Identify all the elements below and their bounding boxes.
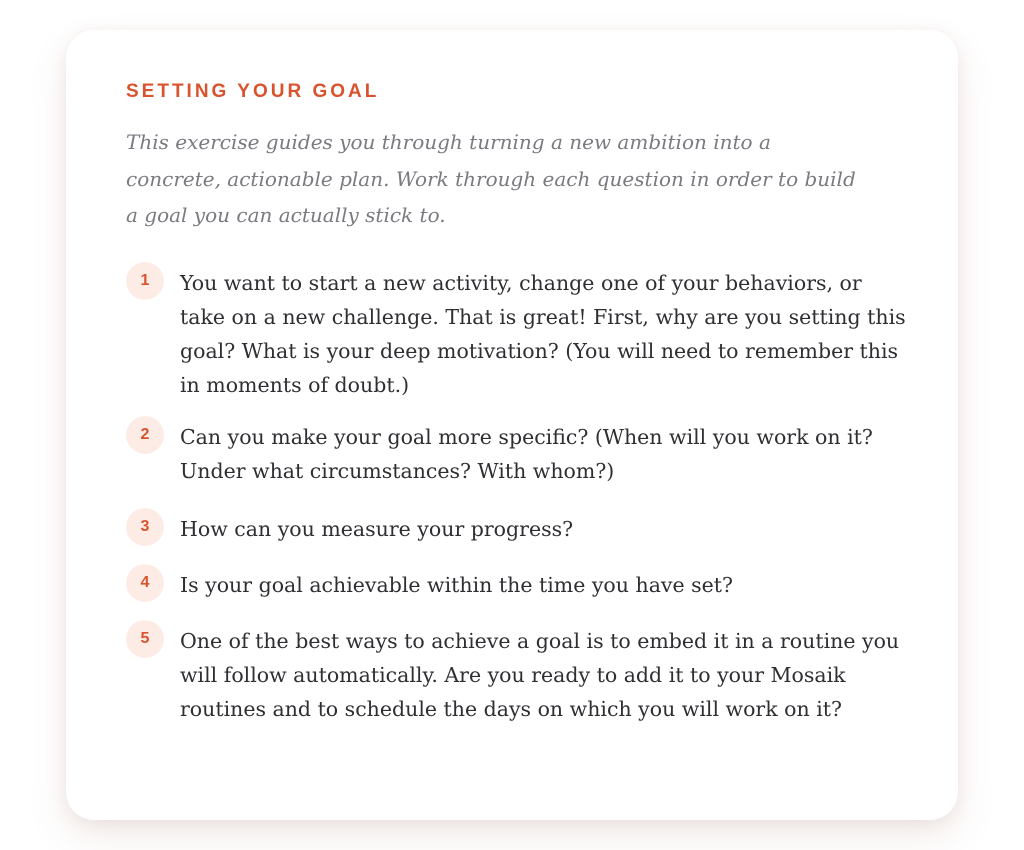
intro-paragraph: This exercise guides you through turning a new ambition into a concrete, actionable plan. Work through each question in order to build a goal you can actually stick to. (126, 130, 856, 227)
question-number-badge: 3 (126, 508, 164, 546)
goal-exercise-card (66, 30, 958, 820)
question-item (126, 416, 906, 508)
question-list (126, 262, 906, 770)
question-number-badge: 4 (126, 564, 164, 602)
question-number-badge: 5 (126, 620, 164, 658)
question-item (126, 262, 906, 416)
question-item (126, 564, 906, 620)
question-item (126, 508, 906, 564)
section-eyebrow-title: SETTING YOUR GOAL (126, 81, 380, 102)
question-text: Can you make your goal more specific? (When will you work on it? Under what circumstances? With whom?) (180, 425, 873, 483)
question-text: Is your goal achievable within the time you have set? (180, 573, 734, 597)
question-text: One of the best ways to achieve a goal is to embed it in a routine you will follow automatically. Are you ready to add it to your Mosaik routines and to schedule the days on which you will work on it? (180, 629, 900, 721)
question-item (126, 620, 906, 770)
question-text: You want to start a new activity, change one of your behaviors, or take on a new challenge. That is great! First, why are you setting this goal? What is your deep motivation? (You will need to remember this in moments of doubt.) (180, 271, 906, 397)
question-text: How can you measure your progress? (180, 517, 574, 541)
question-number-badge: 1 (126, 262, 164, 300)
question-number-badge: 2 (126, 416, 164, 454)
